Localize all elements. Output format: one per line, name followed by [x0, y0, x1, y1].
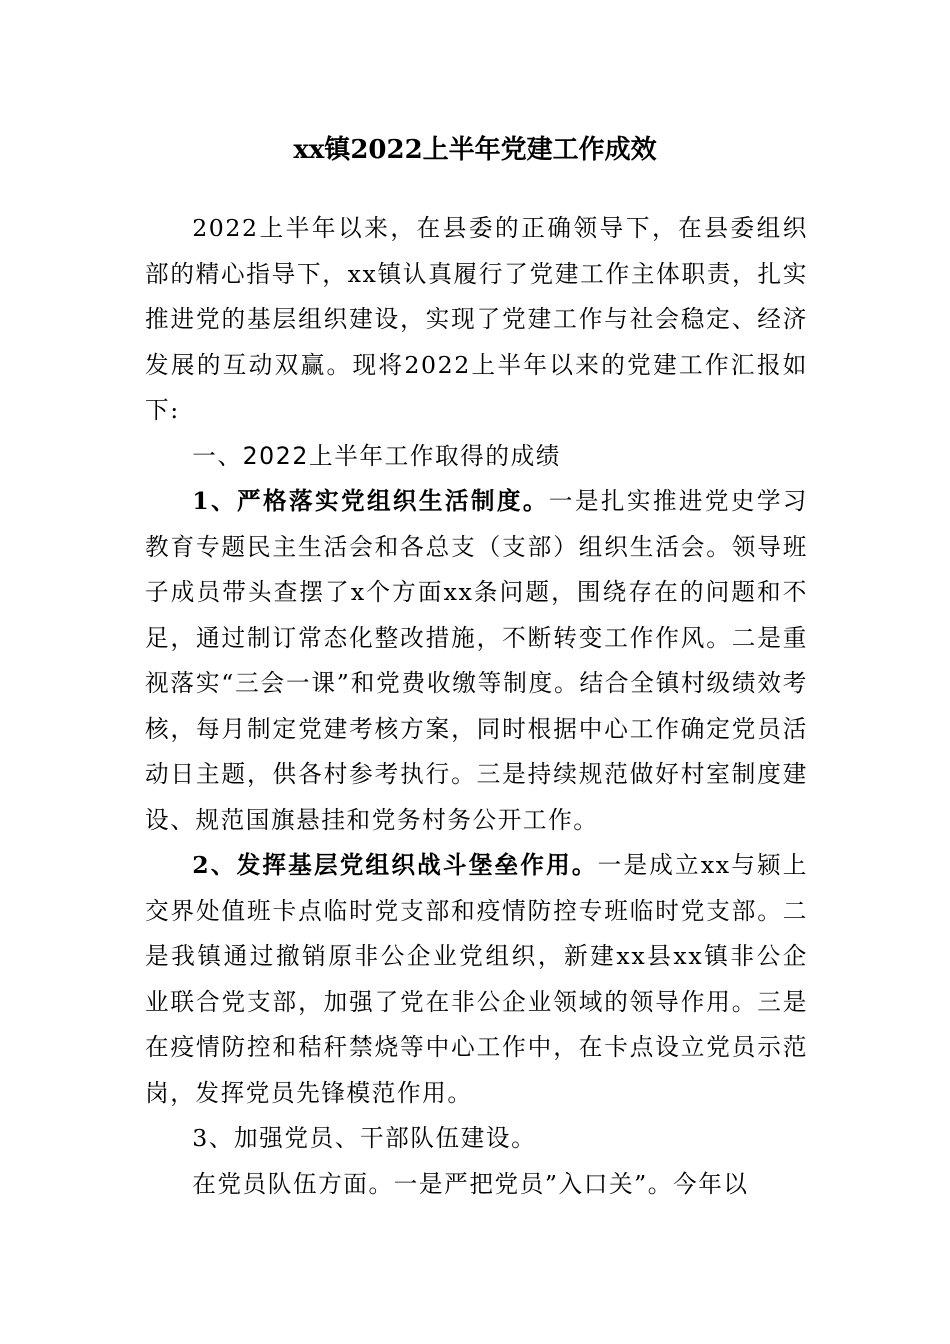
item-1-text: 一是扎实推进党史学习教育专题民主生活会和各总支（支部）组织生活会。领导班子成员带头查摆了x个方面xx条问题，围绕存在的问题和不足，通过制订常态化整改措施，不断转变工作作风。二是重视落实“三会一课”和党费收缴等制度。结合全镇村级绩效考核，每月制定党建考核方案，同时根据中心工作确定党员活动日主题，供各村参考执行。三是持续规范做好村室制度建设、规范国旗悬挂和党务村务公开工作。 — [145, 487, 808, 834]
document-body — [145, 206, 808, 1207]
section-heading: 一、2022上半年工作取得的成绩 — [192, 441, 561, 470]
intro-paragraph: 2022上半年以来，在县委的正确领导下，在县委组织部的精心指导下，xx镇认真履行了党建工作主体职责，扎实推进党的基层组织建设，实现了党建工作与社会稳定、经济发展的互动双赢。现将2022上半年以来的党建工作汇报如下: — [145, 214, 808, 424]
item-2-text: 一是成立xx与颍上交界处值班卡点临时党支部和疫情防控专班临时党支部。二是我镇通过撤销原非公企业党组织，新建xx县xx镇非公企业联合党支部，加强了党在非公企业领域的领导作用。三是在疫情防控和秸秆禁烧等中心工作中，在卡点设立党员示范岗，发挥党员先锋模范作用。 — [145, 851, 808, 1107]
document-title: xx镇2022上半年党建工作成效 — [293, 135, 657, 165]
item-3-paragraph: 在党员队伍方面。一是严把党员”入口关”。今年以 — [192, 1169, 749, 1198]
item-2-lead: 2、发挥基层党组织战斗堡垒作用。 — [192, 851, 598, 879]
item-1-lead: 1、严格落实党组织生活制度。 — [192, 487, 549, 515]
item-3-heading: 3、加强党员、干部队伍建设。 — [192, 1124, 537, 1152]
item-2-paragraph — [145, 843, 808, 1116]
item-1-paragraph — [145, 479, 808, 843]
